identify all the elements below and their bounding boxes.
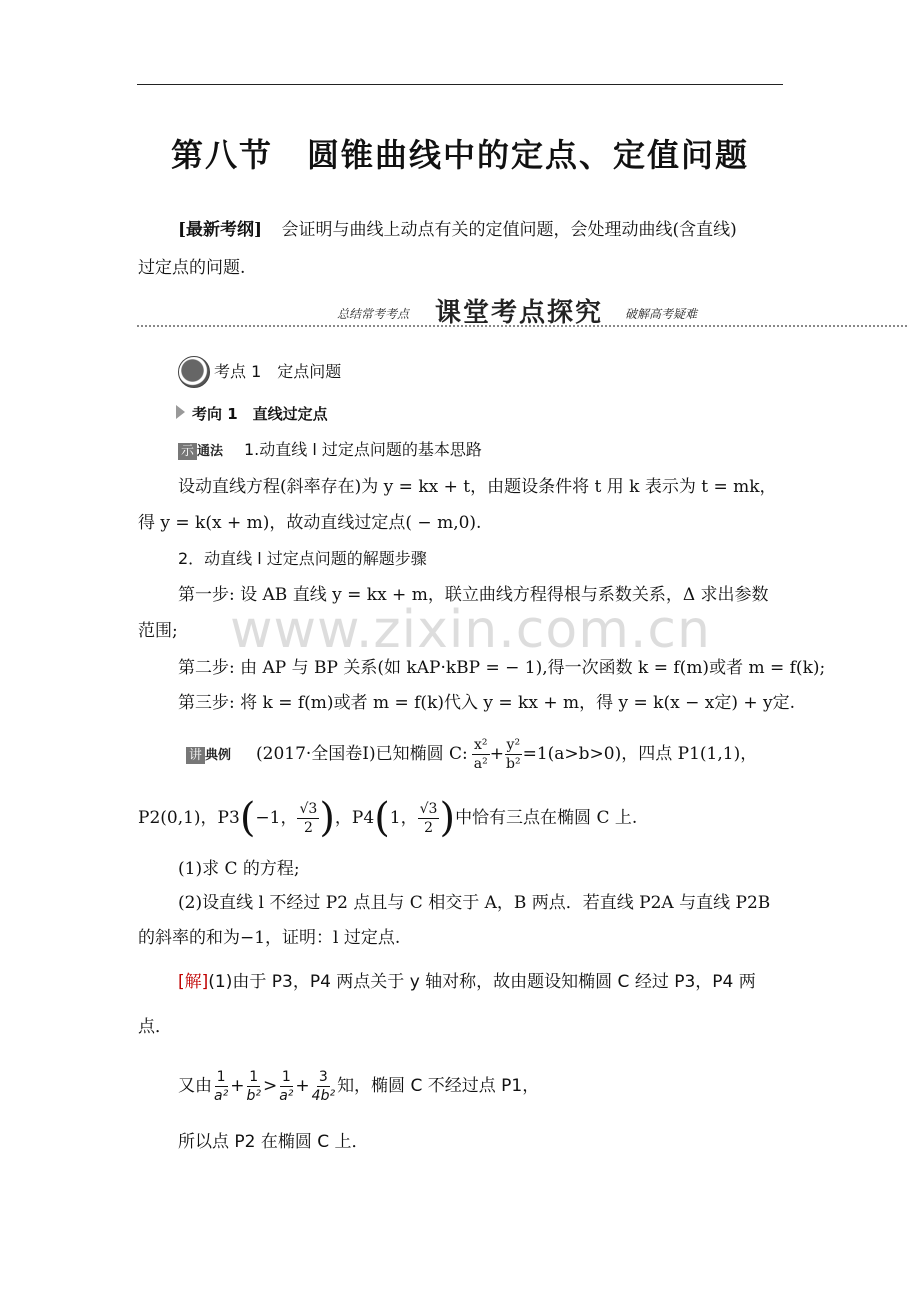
method-tag-text: 通法 [197, 444, 224, 459]
frac-num: 1 [216, 1068, 226, 1085]
frac-num: √3 [299, 800, 318, 817]
frac-num: 1 [249, 1068, 259, 1085]
outline-text: 会证明与曲线上动点有关的定值问题，会处理动曲线(含直线) [281, 220, 737, 240]
method-tag-box: 示 [178, 443, 197, 460]
banner-title: 课堂考点探究 [435, 298, 604, 328]
banner-left-text: 总结常考考点 [337, 307, 410, 321]
fraction-sqrt3-2 [297, 800, 319, 837]
frac-den: 2 [303, 819, 313, 836]
p3-coord: −1， [255, 808, 298, 828]
top-rule [137, 84, 783, 85]
triangle-arrow-icon [176, 405, 185, 419]
step1-line2: 范围; [138, 621, 178, 641]
frac-den: a² [279, 1087, 294, 1104]
page-title: 第八节 圆锥曲线中的定点、定值问题 [170, 136, 749, 174]
plus-sign: + [295, 1076, 310, 1096]
frac-den: b² [506, 755, 521, 772]
banner-right-text: 破解高考疑难 [625, 307, 698, 321]
solution-line1 [178, 970, 756, 994]
outline-line2: 过定点的问题. [138, 258, 246, 278]
frac-den: 4b² [311, 1087, 336, 1104]
example-intro: (2017·全国卷Ⅰ)已知椭圆 C: [256, 744, 468, 764]
p4-label: ，P4 [334, 808, 375, 828]
frac-den: a² [214, 1087, 229, 1104]
method-tag [178, 440, 223, 461]
fraction-1-a2 [212, 1068, 230, 1105]
section-banner [137, 292, 907, 332]
example-tag [186, 744, 231, 765]
points-text: P2(0,1)，P3 [138, 808, 240, 828]
outline-label: [最新考纲] [178, 220, 263, 240]
question-2-line1: (2)设直线 l 不经过 P2 点且与 C 相交于 A，B 两点．若直线 P2A 与直线 P2B [178, 893, 771, 913]
frac-num: √3 [419, 800, 438, 817]
frac-num: 1 [281, 1068, 291, 1085]
watermark: www.zixin.com.cn [230, 600, 711, 660]
question-1: (1)求 C 的方程; [178, 859, 300, 879]
step2: 第二步: 由 AP 与 BP 关系(如 kAP·kBP = − 1),得一次函数 k = f(m)或者 m = f(k); [178, 658, 826, 678]
fraction-1-a2 [277, 1068, 295, 1105]
kaoxiang-label: 考向 1 直线过定点 [192, 405, 328, 423]
step1-line1: 第一步: 设 AB 直线 y = kx + m，联立曲线方程得根与系数关系，Δ 求出参数 [178, 585, 769, 605]
solution-tag: [解] [178, 972, 209, 992]
left-paren: ( [374, 795, 390, 841]
solution-line3 [178, 1058, 539, 1114]
greater-than: > [262, 1076, 278, 1096]
example-eq-rest: =1(a>b>0)，四点 P1(1,1)， [522, 744, 758, 764]
method-line2: 得 y = k(x + m)，故动直线过定点( − m,0). [138, 513, 482, 533]
frac-num: 3 [318, 1068, 328, 1085]
fraction-sqrt3-2 [418, 800, 440, 837]
solution-line4: 所以点 P2 在椭圆 C 上． [178, 1132, 369, 1152]
method-line1: 设动直线方程(斜率存在)为 y = kx + t，由题设条件将 t 用 k 表示为 t = mk， [178, 477, 777, 497]
p4-coord: 1， [389, 808, 418, 828]
plus-sign: + [230, 1076, 245, 1096]
right-paren: ) [319, 795, 335, 841]
example-line1 [256, 728, 757, 780]
plus-sign: + [489, 744, 505, 764]
method-heading: 1.动直线 l 过定点问题的基本思路 [244, 440, 482, 459]
method-heading2: 2．动直线 l 过定点问题的解题步骤 [178, 549, 427, 568]
fraction-y2-b2 [504, 736, 523, 773]
frac-num: y² [506, 736, 521, 753]
banner-dotted-line [137, 325, 907, 327]
example-tag-box: 讲 [186, 747, 205, 764]
solution-text1: (1)由于 P3，P4 两点关于 y 轴对称，故由题设知椭圆 C 经过 P3，P4 两 [208, 972, 756, 992]
example-line2-end: 中恰有三点在椭圆 C 上. [455, 808, 638, 828]
frac-den: 2 [424, 819, 433, 836]
solution-line3-post: 知，椭圆 C 不经过点 P1， [337, 1076, 540, 1096]
fraction-1-b2 [244, 1068, 263, 1105]
example-tag-text: 典例 [205, 748, 232, 763]
kaodian-label: 考点 1 定点问题 [214, 362, 342, 381]
right-paren: ) [439, 795, 456, 841]
left-paren: ( [239, 795, 256, 841]
kaodian-circle-icon [178, 356, 210, 388]
frac-num: x² [474, 736, 488, 753]
frac-den: b² [246, 1087, 261, 1104]
question-2-line2: 的斜率的和为−1，证明：l 过定点. [138, 928, 401, 948]
solution-line3-pre: 又由 [178, 1076, 212, 1096]
fraction-x2-a2 [472, 736, 490, 773]
frac-den: a² [473, 755, 488, 772]
example-line2 [138, 792, 637, 844]
step3: 第三步: 将 k = f(m)或者 m = f(k)代入 y = kx + m，得 y = k(x − x定) + y定. [178, 693, 796, 713]
outline-line1 [178, 218, 737, 242]
solution-line2: 点． [138, 1017, 172, 1037]
fraction-3-4b2 [310, 1068, 337, 1105]
